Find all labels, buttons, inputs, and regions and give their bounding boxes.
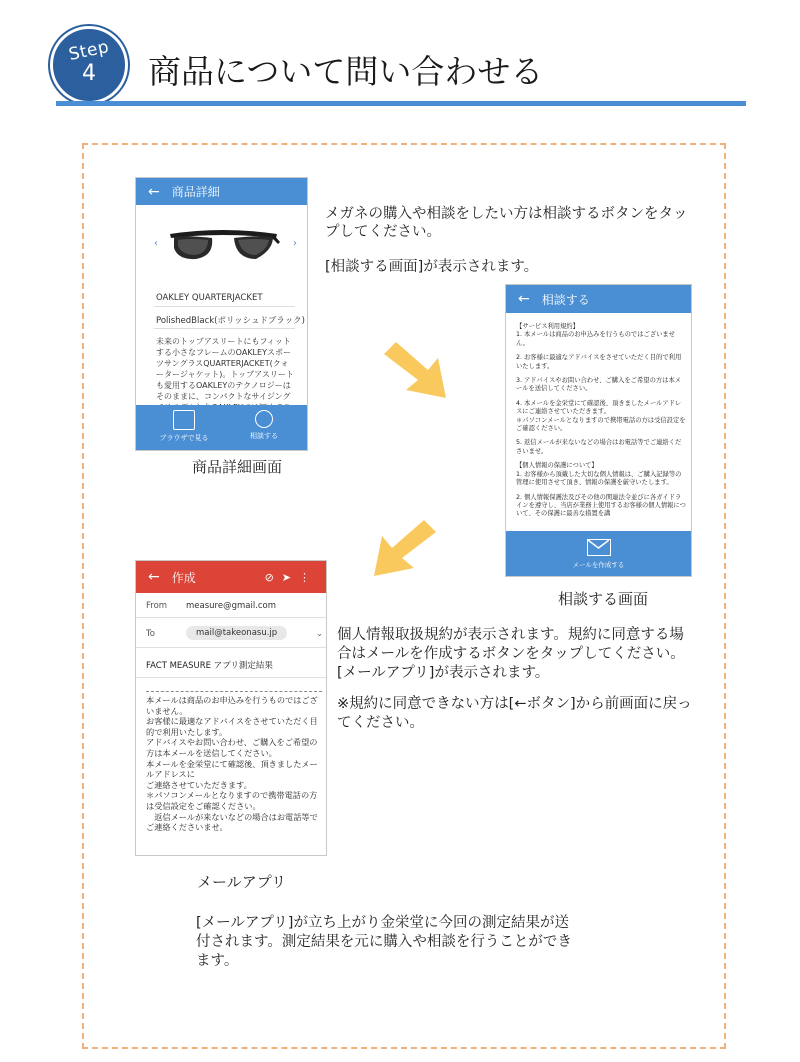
- divider: [154, 306, 295, 307]
- terms-text: [516, 323, 686, 525]
- consult-bar-title: 相談する: [541, 292, 590, 307]
- terms-paragraph: 【サービス利用規約】 1. 本メールは商品のお申込みを行うものではございません。: [516, 323, 676, 347]
- from-value: measure@gmail.com: [186, 601, 277, 611]
- terms-paragraph: 【個人情報の保護について】 1. お客様から頂戴した大切な個人情報は、ご購入記録等の管理に使用させて頂き、情報の保護を厳守いたします。: [516, 462, 682, 487]
- browser-button-label: ブラウザで見る: [159, 434, 209, 442]
- chevron-down-icon[interactable]: ⌄: [316, 629, 324, 639]
- consult-screen: [505, 284, 692, 577]
- title-underline: [56, 101, 746, 106]
- consult-button[interactable]: [234, 410, 294, 441]
- consult-screen-caption: 相談する画面: [558, 590, 649, 608]
- divider: [136, 647, 326, 648]
- terms-paragraph: 3. アドバイスやお問い合わせ、ご購入をご希望の方は本メールを送信してください。: [516, 377, 682, 393]
- back-arrow-icon[interactable]: ←: [148, 569, 160, 585]
- terms-paragraph: 2. 個人情報保護法及びその他の関連法令並びに各ガイドラインを遵守し、当店が業務上使用するお客様の個人情報について、その保護に最善な措置を講: [516, 493, 686, 518]
- mail-to-row: [146, 629, 326, 639]
- mail-from-row: [146, 601, 326, 611]
- browser-icon: [173, 410, 195, 430]
- product-name: OAKLEY QUARTERJACKET: [156, 293, 263, 303]
- mail-subject[interactable]: FACT MEASURE アプリ測定結果: [146, 661, 273, 671]
- step-badge: [50, 26, 128, 104]
- next-image-icon[interactable]: ›: [293, 238, 297, 249]
- consult-icon: [255, 410, 273, 428]
- instruction-decline: ※規約に同意できない方は[←ボタン]から前画面に戻ってください。: [337, 696, 692, 731]
- step-number: 4: [82, 61, 96, 86]
- step-word: Step: [67, 36, 111, 66]
- product-color: PolishedBlack(ポリッシュドブラック): [156, 316, 305, 326]
- terms-paragraph: 2. お客様に最適なアドバイスをさせていただく目的で利用いたします。: [516, 354, 682, 370]
- flow-arrow-icon: [382, 340, 452, 400]
- product-app-bar: [136, 178, 307, 205]
- consult-button-label: 相談する: [250, 432, 278, 440]
- instruction-terms: 個人情報取扱規約が表示されます。規約に同意する場合はメールを作成するボタンをタップしてください。[メールアプリ]が表示されます。: [337, 627, 685, 681]
- consult-app-bar: [506, 285, 691, 313]
- body-separator: [146, 691, 322, 692]
- divider: [136, 617, 326, 618]
- divider: [136, 677, 326, 678]
- sunglasses-image: [166, 226, 281, 266]
- page-title: 商品について問い合わせる: [148, 52, 544, 91]
- create-mail-button[interactable]: [506, 531, 691, 576]
- product-bar-title: 商品詳細: [171, 185, 220, 199]
- mail-toolbar-icons[interactable]: ⊘➤⋮: [264, 570, 318, 584]
- envelope-icon: [587, 539, 611, 556]
- prev-image-icon[interactable]: ‹: [154, 238, 158, 249]
- terms-paragraph: 4. 本メールを金栄堂にて確認後、頂きましたメールアドレスにご連絡させていただきます。 ＊パソコンメールとなりますので携帯電話の方は受信設定をご確認ください。: [516, 399, 686, 433]
- to-recipient-chip[interactable]: mail@takeonasu.jp: [186, 626, 287, 640]
- back-arrow-icon[interactable]: ←: [518, 291, 530, 307]
- product-footer-bar: [136, 405, 307, 450]
- terms-paragraph: 5. 返信メールが来ないなどの場合はお電話等でご連絡くださいませ。: [516, 439, 682, 455]
- browser-view-button[interactable]: [154, 410, 214, 443]
- mail-bar-title: 作成: [171, 570, 196, 585]
- divider: [154, 328, 295, 329]
- mail-app-bar: [136, 561, 326, 593]
- instruction-consult-screen: [相談する画面]が表示されます。: [325, 259, 539, 275]
- product-screen-caption: 商品詳細画面: [192, 458, 283, 476]
- to-label: To: [146, 629, 155, 639]
- mail-screen-caption: メールアプリ: [197, 873, 287, 891]
- product-description: 未来のトップアスリートにもフィットする小さなフレームのOAKLEYスポーツサングラスQUARTERJACKET(クォータージャケット)。トップアスリートも愛用するOAKLEYのテクノロジーはそのままに、コンパクトなサイジング: [156, 337, 294, 401]
- mail-body-text: 本メールは商品のお申込みを行うものではございません。 お客様に最適なアドバイスをさせていただく目的で利用いたします。 アドバイスやお問い合わせ、ご購入をご希望の方は本メールを送信してください。 本メールを金栄堂にて確認後、頂きましたメールアドレスに ご連絡させていただきます。 ＊パソコンメールとなりますので携帯電話の方は受信設定をご確認ください。 返信メールが来ないなどの場合はお電話等でご連絡くださいませ。: [146, 695, 318, 833]
- back-arrow-icon[interactable]: ←: [148, 183, 160, 200]
- flow-arrow-icon: [368, 518, 438, 578]
- from-label: From: [146, 601, 168, 611]
- product-detail-screen: [135, 177, 308, 451]
- instruction-consult: メガネの購入や相談をしたい方は相談するボタンをタップしてください。: [325, 206, 688, 240]
- instruction-mail-app: [メールアプリ]が立ち上がり金栄堂に今回の測定結果が送付されます。測定結果を元に購入や相談を行うことができます。: [196, 915, 572, 969]
- create-mail-label: メールを作成する: [572, 561, 625, 569]
- mail-body[interactable]: [146, 691, 322, 833]
- mail-app-screen: [135, 560, 327, 856]
